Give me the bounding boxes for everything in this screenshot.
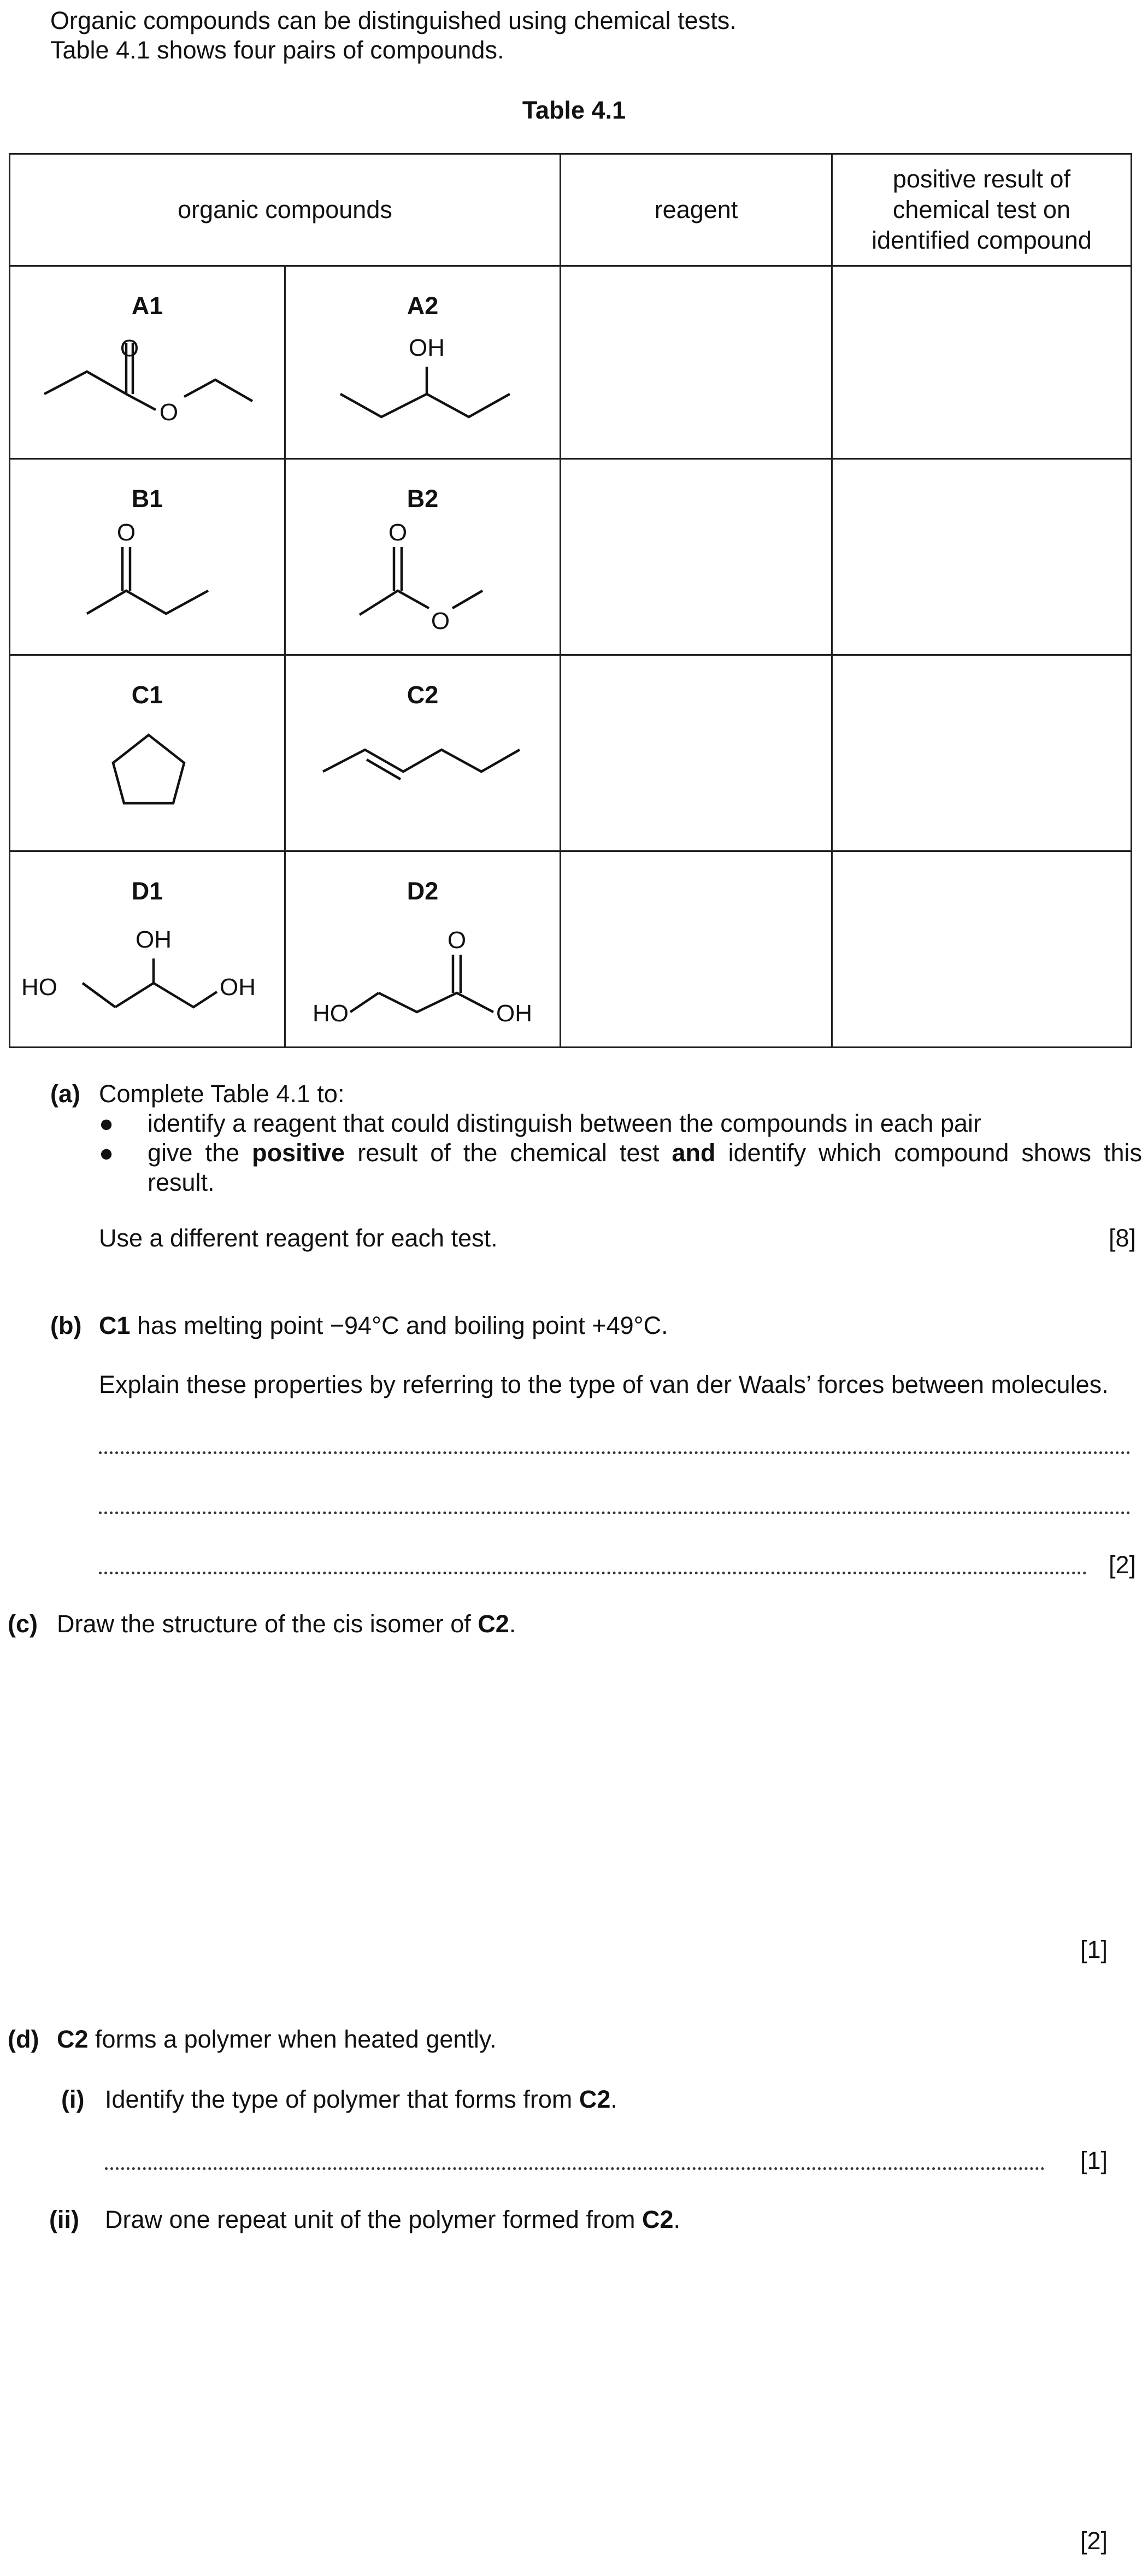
part-d-question [57,2025,497,2054]
part-d-ii-label: (ii) [49,2206,79,2233]
cell-a1 [10,266,285,459]
table-header-row [10,154,1132,266]
label-c1: C1 [131,681,163,709]
label-d1: D1 [131,877,163,905]
bullet-2-text [148,1139,1142,1167]
part-b-question [99,1311,668,1340]
part-d-i-text: Identify the type of polymer that forms from [105,2085,579,2113]
bullet-2-marker: ● [99,1139,114,1167]
table-row-c [10,655,1132,851]
part-c-drawing-area[interactable] [57,1650,1128,1945]
cell-b1 [10,459,285,655]
bullet-2-positive: positive [252,1139,345,1167]
part-c-text: Draw the structure of the cis isomer of [57,1610,478,1638]
atom-ho-d2: HO [313,1000,349,1027]
intro-line-1: Organic compounds can be distinguished using chemical tests. [50,7,737,34]
part-d-ii-marks: [2] [1080,2527,1108,2555]
label-a1: A1 [131,292,163,320]
part-a-marks: [8] [1108,1224,1136,1252]
part-d-ii-drawing-area[interactable] [105,2246,1132,2519]
atom-o-b2-ester: O [431,608,450,634]
part-d-ii-text: Draw one repeat unit of the polymer formed from [105,2206,642,2233]
structure-a1-ester [10,267,286,458]
part-c-end: . [509,1610,516,1638]
atom-o-d2: O [447,927,467,954]
label-c2: C2 [407,681,439,709]
cell-d-result[interactable] [832,851,1132,1048]
structure-b1-ketone [10,460,286,654]
table-4-1 [9,153,1132,1048]
part-d-c2: C2 [57,2025,89,2053]
table-row-d [10,851,1132,1048]
atom-oh-d1-middle: OH [136,926,172,953]
part-d-text: forms a polymer when heated gently. [88,2025,497,2053]
part-b-instruction: Explain these properties by referring to the type of van der Waals’ forces between molecules. [99,1371,1109,1398]
answer-line-d-i[interactable] [105,2167,1045,2170]
part-b-label: (b) [50,1311,82,1339]
table-title: Table 4.1 [522,96,626,124]
answer-line-b-2[interactable] [99,1512,1131,1514]
part-d-i-end: . [610,2085,617,2113]
bullet-1-marker: ● [99,1109,114,1137]
table-row-b [10,459,1132,655]
table-row-a [10,266,1132,459]
structure-d2-hydroxy-acid [286,852,561,1046]
intro-line-2: Table 4.1 shows four pairs of compounds. [50,36,504,64]
answer-line-b-1[interactable] [99,1451,1131,1454]
cell-d2 [285,851,561,1048]
part-a-stem: Complete Table 4.1 to: [99,1080,345,1108]
structure-c1-cyclopentane [10,656,286,850]
cell-a-result[interactable] [832,266,1132,459]
structure-c2-alkene [286,656,561,850]
cell-b-result[interactable] [832,459,1132,655]
part-a-label: (a) [50,1080,80,1108]
part-b-marks: [2] [1108,1551,1136,1579]
answer-line-b-3[interactable] [99,1572,1087,1574]
header-organic-compounds: organic compounds [10,154,561,266]
header-reagent: reagent [561,154,832,266]
part-d-i-label: (i) [61,2085,85,2113]
part-d-ii-end: . [673,2206,680,2233]
part-b-c1: C1 [99,1311,131,1339]
part-b-text: has melting point −94°C and boiling point +49°C. [130,1311,668,1339]
cell-b-reagent[interactable] [561,459,832,655]
part-d-i-question [105,2085,617,2114]
atom-ho-d1: HO [21,974,57,1001]
part-c-label: (c) [8,1610,38,1638]
cell-a2 [285,266,561,459]
atom-o-b2-carbonyl: O [388,519,408,546]
part-c-marks: [1] [1080,1936,1108,1963]
part-d-i-marks: [1] [1080,2146,1108,2174]
header-positive-result: positive result of chemical test on identified compound [832,154,1132,266]
atom-o-b1: O [116,519,136,546]
atom-o-a1-ester: O [159,399,179,426]
cell-d-reagent[interactable] [561,851,832,1048]
cell-c-result[interactable] [832,655,1132,851]
atom-oh-a2: OH [409,334,445,361]
part-d-label: (d) [8,2025,39,2053]
cell-a-reagent[interactable] [561,266,832,459]
part-d-ii-c2: C2 [641,2206,674,2233]
label-b1: B1 [131,485,163,513]
atom-o-a1-carbonyl: O [120,335,139,362]
bullet-2-continuation: result. [148,1168,215,1196]
atom-oh-d1-right: OH [220,974,256,1001]
part-c-c2: C2 [478,1610,509,1638]
bullet-2-and: and [672,1139,716,1167]
cell-c1 [10,655,285,851]
part-a-note: Use a different reagent for each test. [99,1224,498,1252]
label-d2: D2 [407,877,439,905]
part-d-i-c2: C2 [579,2085,611,2113]
cell-d1 [10,851,285,1048]
cell-b2 [285,459,561,655]
bullet-2-mid: result of the chemical test [345,1139,672,1167]
structure-b2-ester [286,460,561,654]
atom-oh-d2: OH [496,1000,532,1027]
structure-d1-triol [10,852,286,1046]
cell-c-reagent[interactable] [561,655,832,851]
bullet-2-post: identify which compound shows this [715,1139,1142,1167]
cell-c2 [285,655,561,851]
bullet-2-pre: give the [148,1139,252,1167]
part-c-question [57,1610,516,1638]
label-b2: B2 [407,485,439,513]
structure-a2-alcohol [286,267,561,458]
bullet-1-text: identify a reagent that could distinguish between the compounds in each pair [148,1109,982,1137]
part-d-ii-question [105,2206,680,2234]
label-a2: A2 [407,292,439,320]
